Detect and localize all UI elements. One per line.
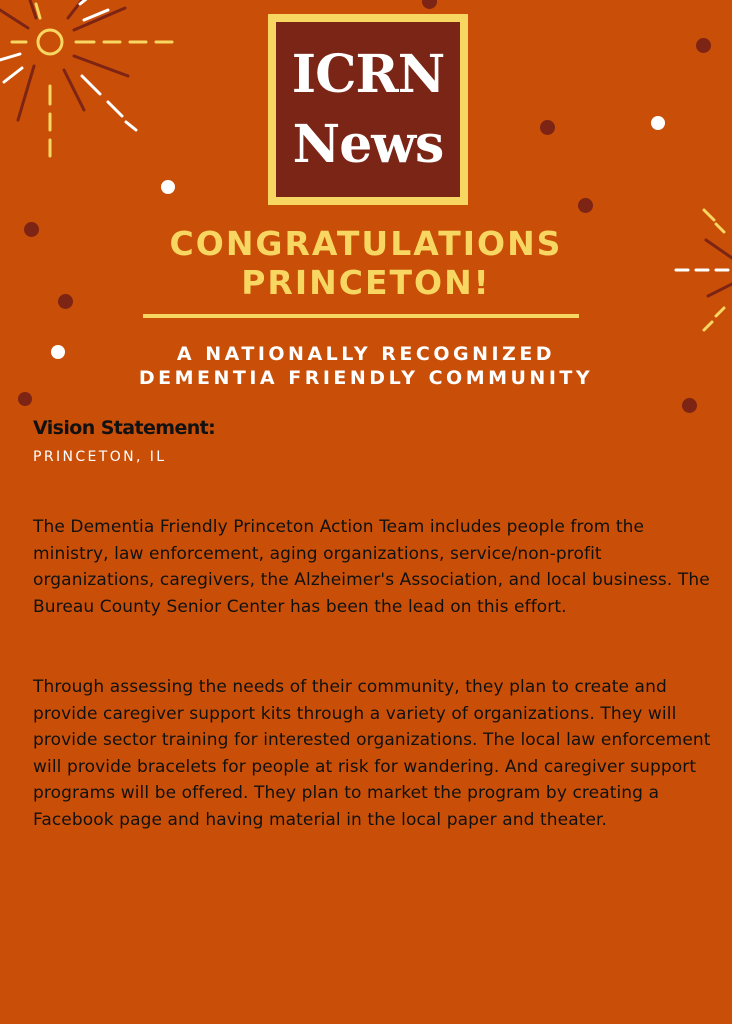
- decorative-dot: [578, 198, 593, 213]
- decorative-dot: [696, 38, 711, 53]
- divider: [143, 314, 579, 318]
- subheading: [0, 342, 732, 390]
- logo-text-line2: News: [292, 113, 444, 175]
- decorative-dot: [18, 392, 32, 406]
- location-label: PRINCETON, IL: [33, 449, 167, 465]
- logo-text-line1: ICRN: [291, 43, 445, 105]
- vision-statement-label: Vision Statement:: [33, 417, 216, 439]
- body-paragraph-2: Through assessing the needs of their community, they plan to create and provide caregiver support kits through a variety of organizations. They will provide sector training for interested organizations. The local law enforcement will provide bracelets for people at risk for wandering. And caregiver support programs will be offered. They plan to market the program by creating a Facebook page and having material in the local paper and theater.: [33, 677, 711, 830]
- headline-line1: CONGRATULATIONS: [169, 224, 563, 263]
- body-paragraph-1: The Dementia Friendly Princeton Action Team includes people from the ministry, law enforcement, aging organizations, service/non-profit organizations, caregivers, the Alzheimer's Association, and local business. The Bureau County Senior Center has been the lead on this effort.: [33, 517, 710, 617]
- subheading-line2: DEMENTIA FRIENDLY COMMUNITY: [138, 367, 594, 389]
- newsletter-logo: [268, 14, 468, 205]
- headline: [0, 224, 732, 302]
- subheading-line1: A NATIONALLY RECOGNIZED: [176, 343, 556, 365]
- decorative-dot: [682, 398, 697, 413]
- decorative-dot: [651, 116, 665, 130]
- headline-line2: PRINCETON!: [241, 263, 491, 302]
- decorative-dot: [161, 180, 175, 194]
- decorative-dot: [540, 120, 555, 135]
